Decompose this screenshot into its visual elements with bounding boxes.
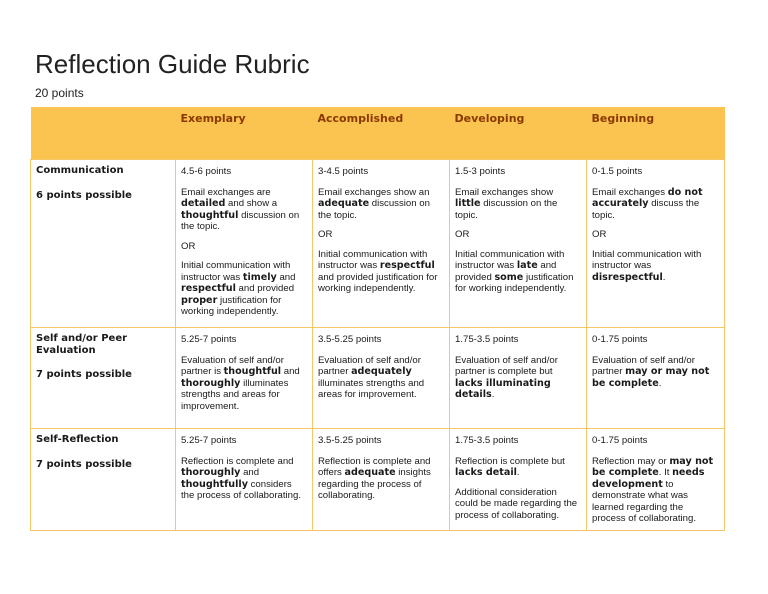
rubric-cell — [313, 328, 450, 429]
rubric-cell — [587, 160, 725, 328]
level-points: 5.25-7 points — [181, 334, 237, 345]
emphasis-text: thoroughly — [181, 377, 241, 389]
header-criterion — [31, 107, 176, 160]
emphasis-text: disrespectful — [592, 271, 663, 283]
emphasis-text: respectful — [181, 283, 236, 294]
table-row — [31, 429, 725, 531]
level-description: Initial communication with instructor was timely and respectful and provided proper justification for working independently. — [181, 260, 296, 317]
level-description: Evaluation of self and/or partner may or may not be complete. — [592, 354, 710, 389]
criterion-cell — [31, 160, 176, 328]
header-beginning: Beginning — [587, 107, 725, 160]
level-points: 1.75-3.5 points — [455, 435, 519, 446]
criterion-points: 7 points possible — [36, 369, 132, 380]
level-description: Evaluation of self and/or partner adequately illuminates strengths and areas for improvement. — [318, 354, 425, 400]
level-points: 1.75-3.5 points — [455, 334, 519, 345]
rubric-cell — [450, 160, 587, 328]
level-description: OR — [592, 229, 607, 240]
level-description: Reflection may or may not be complete. It needs development to demonstrate what was learned regarding the process of collaborating. — [592, 455, 714, 524]
header-developing: Developing — [450, 107, 587, 160]
level-points: 1.5-3 points — [455, 166, 506, 177]
level-description: Initial communication with instructor was disrespectful. — [592, 248, 702, 283]
header-row — [31, 107, 725, 160]
level-description: Evaluation of self and/or partner is complete but lacks illuminating details. — [455, 354, 558, 400]
rubric-table — [30, 107, 725, 531]
level-description: Email exchanges show an adequate discussion on the topic. — [318, 186, 430, 221]
level-points: 3-4.5 points — [318, 166, 369, 177]
emphasis-text: lacks illuminating details — [455, 377, 551, 400]
level-description: OR — [181, 240, 196, 252]
level-description: Evaluation of self and/or partner is thoughtful and thoroughly illuminates strengths and areas for improvement. — [181, 354, 300, 412]
criterion-points: 6 points possible — [36, 189, 132, 201]
rubric-cell — [176, 328, 313, 429]
level-points: 5.25-7 points — [181, 435, 237, 446]
level-description: Initial communication with instructor was late and provided some justification for working independently. — [455, 248, 574, 294]
emphasis-text: may or may not be complete — [592, 366, 710, 389]
rubric-cell — [176, 160, 313, 328]
level-description: OR — [318, 229, 333, 240]
emphasis-text: adequate — [344, 467, 396, 478]
criterion-cell — [31, 429, 176, 531]
total-points: 20 points — [35, 86, 84, 100]
emphasis-text: thoughtful — [181, 209, 239, 221]
level-points: 0-1.75 points — [592, 435, 648, 446]
emphasis-text: little — [455, 198, 481, 209]
level-description: Email exchanges are detailed and show a thoughtful discussion on the topic. — [181, 186, 300, 232]
emphasis-text: late — [516, 260, 538, 271]
criterion-name: Self and/or Peer Evaluation — [36, 333, 128, 356]
emphasis-text: lacks detail — [455, 467, 517, 478]
emphasis-text: needs development — [592, 467, 705, 490]
level-description: Email exchanges do not accurately discuss the topic. — [592, 186, 703, 221]
table-row — [31, 328, 725, 429]
level-points: 0-1.5 points — [592, 166, 643, 177]
emphasis-text: thoroughly — [181, 467, 241, 478]
table-row — [31, 160, 725, 328]
emphasis-text: respectful — [379, 260, 435, 271]
rubric-cell — [313, 429, 450, 531]
emphasis-text: thoughtfully — [181, 478, 248, 490]
level-description: Reflection is complete and offers adequate insights regarding the process of collaborating. — [318, 455, 431, 501]
rubric-cell — [176, 429, 313, 531]
level-description: Initial communication with instructor was respectful and provided justification for working independently. — [318, 248, 438, 294]
criterion-cell — [31, 328, 176, 429]
criterion-name: Communication — [36, 165, 124, 176]
rubric-cell — [450, 429, 587, 531]
level-description: Additional consideration could be made regarding the process of collaborating. — [455, 486, 578, 521]
level-points: 0-1.75 points — [592, 334, 648, 345]
emphasis-text: adequate — [318, 198, 370, 209]
rubric-cell — [450, 328, 587, 429]
emphasis-text: thoughtful — [223, 366, 282, 377]
level-description: OR — [455, 229, 470, 240]
emphasis-text: some — [494, 271, 524, 283]
emphasis-text: do not accurately — [592, 186, 703, 209]
level-points: 4.5-6 points — [181, 166, 232, 177]
level-description: Email exchanges show little discussion on the topic. — [455, 186, 558, 221]
header-accomplished: Accomplished — [313, 107, 450, 160]
emphasis-text: timely — [242, 271, 277, 283]
emphasis-text: detailed — [181, 198, 226, 209]
rubric-cell — [313, 160, 450, 328]
rubric-cell — [587, 429, 725, 531]
level-description: Reflection is complete and thoroughly and thoughtfully considers the process of collaborating. — [181, 455, 301, 501]
header-exemplary: Exemplary — [176, 107, 313, 160]
criterion-name: Self-Reflection — [36, 434, 119, 445]
emphasis-text: proper — [181, 294, 218, 306]
level-points: 3.5-5.25 points — [318, 435, 382, 446]
level-description: Reflection is complete but lacks detail. — [455, 455, 565, 478]
level-points: 3.5-5.25 points — [318, 334, 382, 345]
page-title: Reflection Guide Rubric — [35, 49, 310, 79]
emphasis-text: adequately — [351, 366, 412, 377]
emphasis-text: may not be complete — [592, 455, 714, 478]
rubric-cell — [587, 328, 725, 429]
criterion-points: 7 points possible — [36, 458, 132, 470]
